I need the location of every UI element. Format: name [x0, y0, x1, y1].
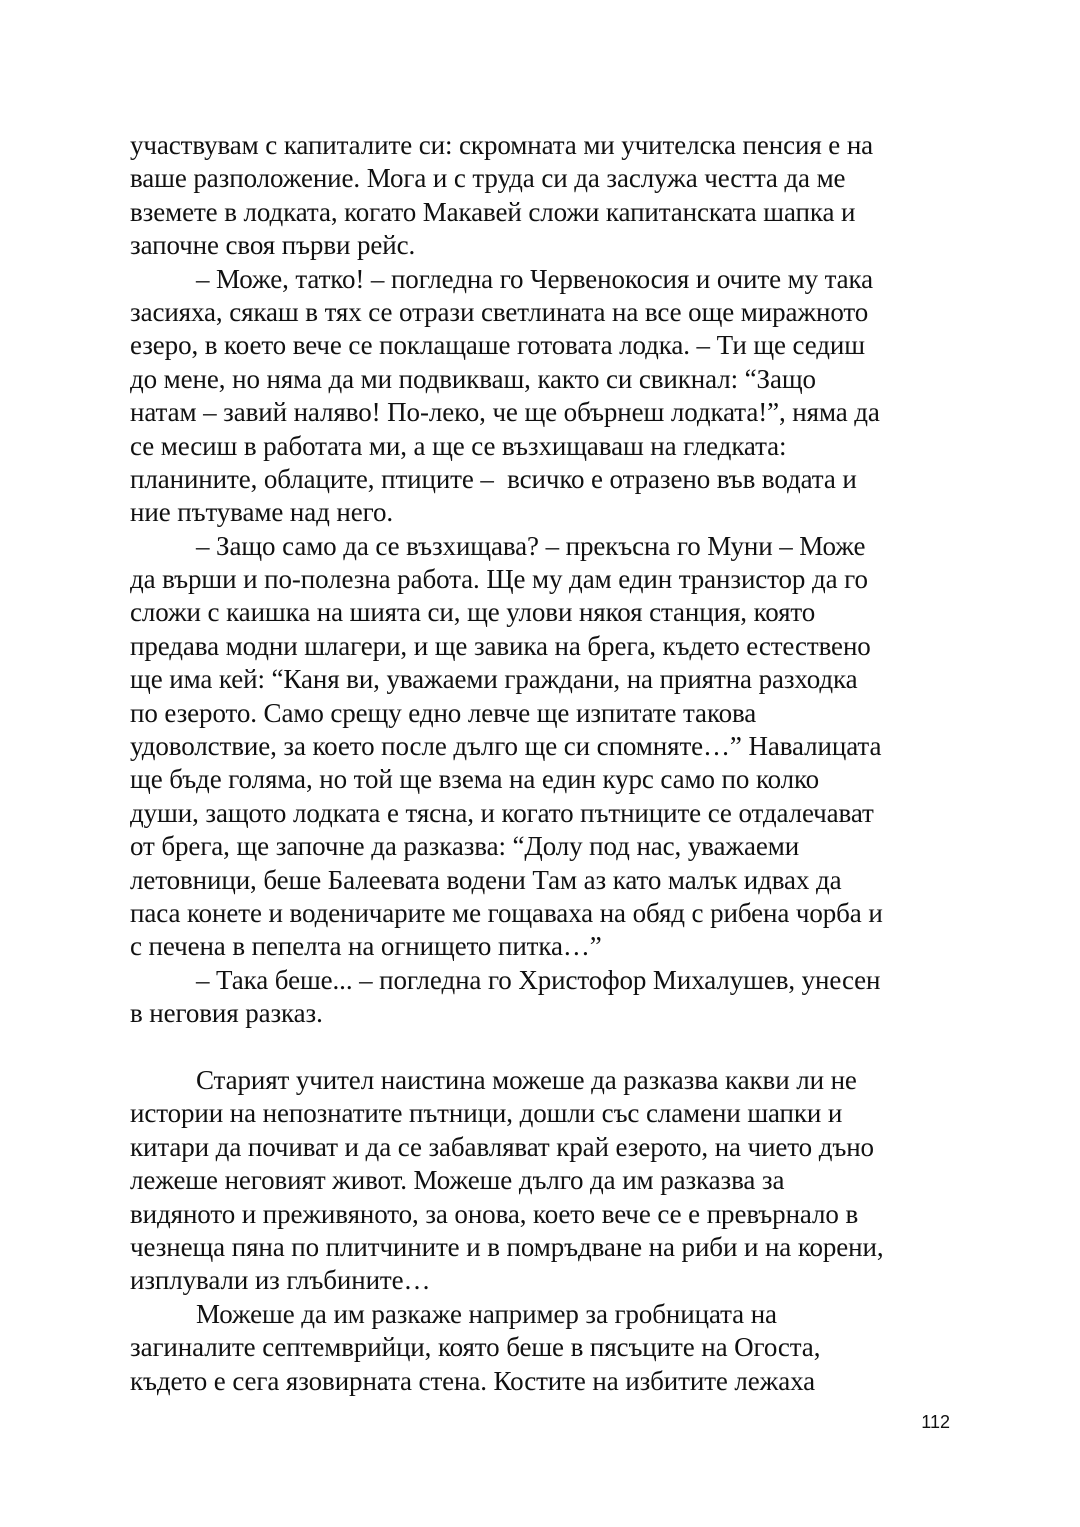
text-line: да върши и по-полезна работа. Ще му дам един транзистор да го [130, 564, 868, 595]
text-line: удоволствие, за което после дълго ще си спомняте…” Навалицата [130, 731, 882, 762]
text-line: натам – завий наляво! По-леко, че ще обърнеш лодката!”, няма да [130, 397, 880, 428]
text-line: до мене, но няма да ми подвикваш, както си свикнал: “Защо [130, 363, 816, 394]
text-line: паса конете и воденичарите ме гощаваха на обяд с рибена чорба и [130, 897, 883, 928]
text-line: се месиш в работата ми, а ще се възхищаваш на гледката: [130, 430, 787, 461]
text-line: Старият учител наистина можеше да разказва какви ли не [196, 1065, 857, 1095]
text-line: планините, облаците, птиците – всичко е отразено във водата и [130, 463, 857, 494]
text-line: вземете в лодката, когато Макавей сложи капитанската шапка и [130, 196, 856, 227]
text-line: в неговия разказ. [130, 998, 323, 1029]
text-line: започне своя първи рейс. [130, 230, 416, 261]
text-line: Можеше да им разкаже например за гробницата на [196, 1298, 777, 1329]
text-line: участвувам с капиталите си: скромната ми учителска пенсия е на [130, 130, 874, 160]
text-line: от брега, ще започне да разказва: “Долу под нас, уважаеми [130, 831, 800, 862]
text-block-2 [130, 1064, 960, 1398]
page-number: 112 [921, 1412, 950, 1432]
text-line: чезнеща пяна по плитчините и в помръдване на риби и на корени, [130, 1231, 884, 1262]
text-line: изплували из глъбините… [130, 1265, 431, 1296]
text-line: предава модни шлагери, и ще завика на брега, където естествено [130, 630, 871, 661]
text-line: истории на непознатите пътници, дошли със сламени шапки и [130, 1098, 843, 1129]
text-line: летовници, беше Балеевата водени Там аз като малък идвах да [130, 864, 842, 895]
text-line: ние пътуваме над него. [130, 497, 393, 528]
text-line: по езерото. Само срещу едно левче ще изпитате такова [130, 697, 757, 728]
text-line: души, защото лодката е тясна, и когато пътниците се отдалечават [130, 797, 874, 828]
text-line: загиналите септемврийци, която беше в пясъците на Огоста, [130, 1332, 821, 1363]
text-line: лежеше неговият живот. Можеше дълго да им разказва за [130, 1165, 785, 1196]
text-line: където е сега язовирната стена. Костите на избитите лежаха [130, 1365, 816, 1396]
text-line: ще има кей: “Каня ви, уважаеми граждани, на приятна разходка [130, 664, 858, 695]
text-line: видяното и преживяното, за онова, което вече се е превърнало в [130, 1198, 859, 1229]
text-line: засияха, сякаш в тях се отрази светлината на все още миражното [130, 296, 869, 327]
text-line: ще бъде голяма, но той ще взема на един курс само по колко [130, 764, 820, 795]
text-line: с печена в пепелта на огнището питка…” [130, 931, 602, 962]
text-block-1 [130, 129, 960, 1031]
text-line: китари да почиват и да се забавляват край езерото, на чието дъно [130, 1131, 874, 1162]
text-line: – Защо само да се възхищава? – прекъсна го Муни – Може [196, 530, 866, 561]
text-line: сложи с каишка на шията си, ще улови някоя станция, която [130, 597, 816, 628]
text-line: ваше разположение. Мога и с труда си да заслужа честта да ме [130, 163, 846, 194]
text-line: – Може, татко! – погледна го Червенокосия и очите му така [196, 263, 874, 294]
text-line: – Така беше... – погледна го Христофор Михалушев, унесен [196, 964, 881, 995]
text-line: езеро, в което вече се поклащаше готовата лодка. – Ти ще седиш [130, 330, 865, 361]
